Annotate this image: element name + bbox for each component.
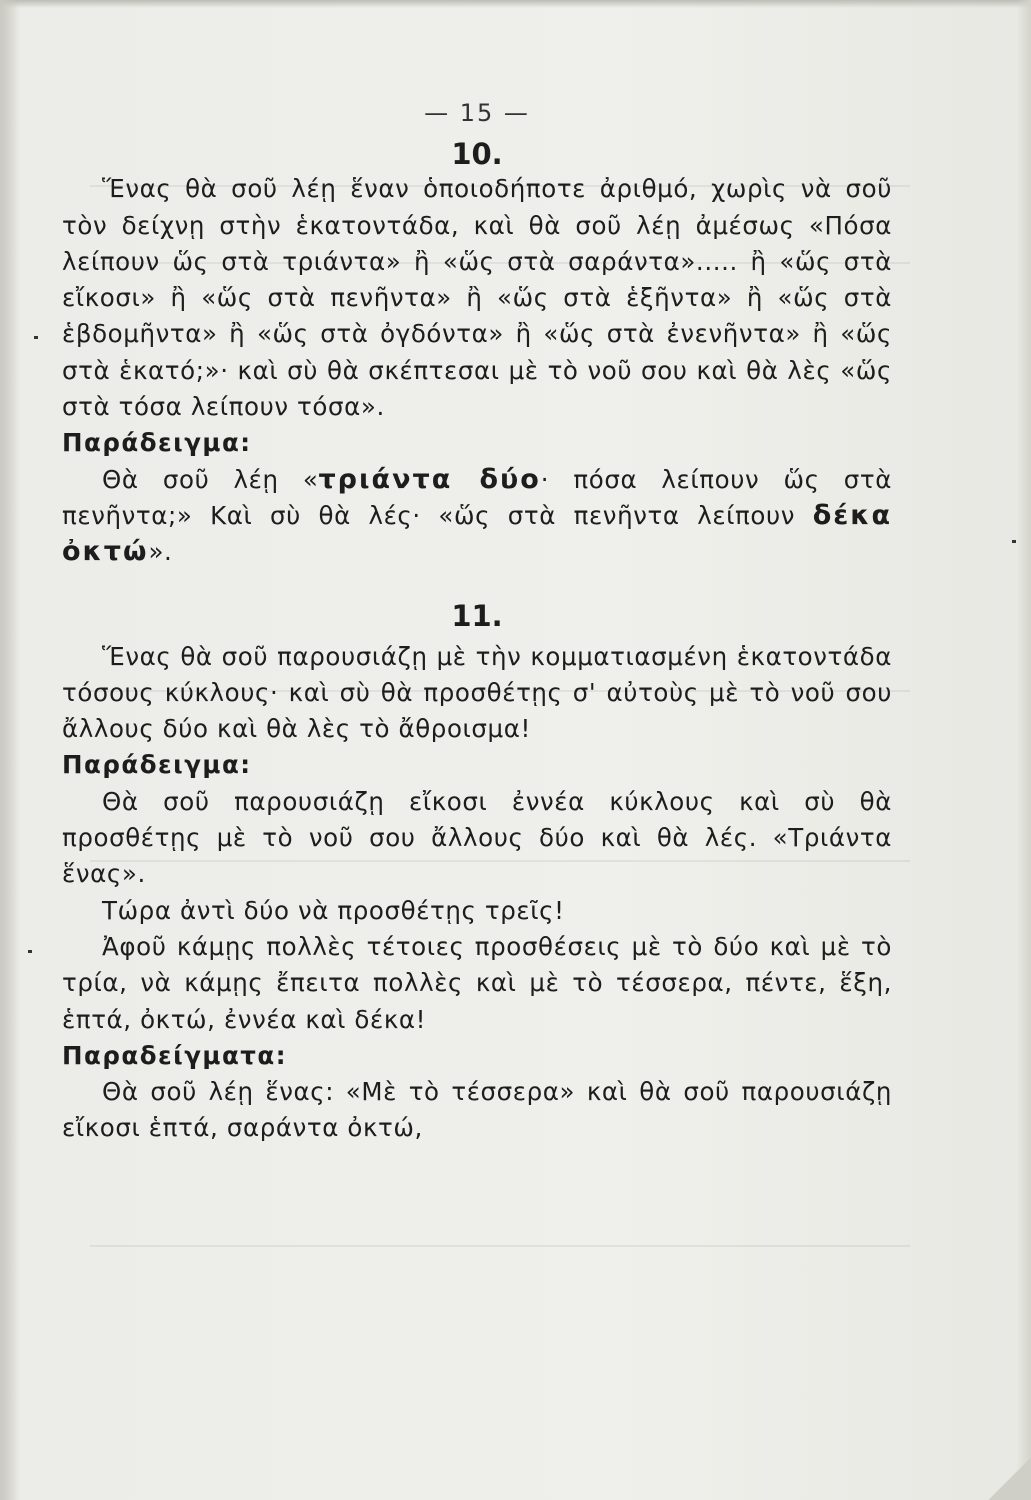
section-paragraph: Τώρα ἀντὶ δύο νὰ προσθέτῃς τρεῖς!	[102, 895, 565, 925]
ink-speck	[28, 950, 32, 953]
page-right-shadow	[1017, 0, 1031, 1500]
ink-speck	[1012, 540, 1016, 543]
page-corner-fold	[971, 1440, 1031, 1500]
example-text-part: ».	[148, 537, 173, 567]
page-content	[62, 95, 892, 1147]
example-emphasis: τριάντα δύο	[318, 463, 541, 495]
section-number: 10.	[451, 137, 503, 172]
example-text	[62, 462, 892, 571]
examples-text: Θὰ σοῦ λέῃ ἕνας: «Μὲ τὸ τέσσερα» καὶ θὰ σοῦ παρουσιάζῃ εἴκοσι ἑπτά, σαράντα ὀκτώ,	[62, 1077, 892, 1143]
page-top-edge	[0, 0, 1031, 8]
example-text: Θὰ σοῦ παρουσιάζῃ εἴκοσι ἐννέα κύκλους καὶ σὺ θὰ προσθέτῃς μὲ τὸ νοῦ σου ἄλλους δύο καὶ θὰ λές. «Τριάντα ἕνας».	[62, 786, 892, 889]
section-11	[62, 599, 892, 1147]
example-label: Παράδειγμα:	[62, 428, 252, 458]
section-number: 11.	[451, 598, 503, 633]
section-10	[62, 137, 892, 570]
examples-label: Παραδείγματα:	[62, 1040, 288, 1070]
section-body: Ἕνας θὰ σοῦ παρουσιάζῃ μὲ τὴν κομματιασμένη ἑκατοντάδα τόσους κύκλους· καὶ σὺ θὰ προσθέτῃς σ' αὐτοὺς μὲ τὸ νοῦ σου ἄλλους δύο καὶ θὰ λὲς τὸ ἄθροισμα!	[62, 641, 892, 744]
ink-speck	[34, 336, 38, 339]
example-text-part: · πόσα λείπουν ὥς στὰ πενῆντα;» Καὶ σὺ θὰ λές· «ὥς στὰ πενῆντα λείπουν	[62, 464, 893, 530]
example-label: Παράδειγμα:	[62, 750, 252, 780]
section-body: Ἕνας θὰ σοῦ λέῃ ἕναν ὁποιοδήποτε ἀριθμό, χωρὶς νὰ σοῦ τὸν δείχνῃ στὴν ἑκατοντάδα, καὶ θὰ σοῦ λέῃ ἀμέσως «Πόσα λείπουν ὥς στὰ τριάντα» ἢ «ὥς στὰ σαράντα»..... ἢ «ὥς στὰ εἴκοσι» ἢ «ὥς στὰ πενῆντα» ἢ «ὥς στὰ ἑξῆντα» ἢ «ὥς στὰ ἑβδομῆντα» ἢ «ὥς στὰ ὀγδόντα» ἢ «ὥς στὰ ἐνενῆντα» ἢ «ὥς στὰ ἑκατό;»· καὶ σὺ θὰ σκέπτεσαι μὲ τὸ νοῦ σου καὶ θὰ λὲς «ὥς στὰ τόσα λείπουν τόσα».	[62, 174, 892, 422]
example-text-part: Θὰ σοῦ λέῃ «	[102, 464, 319, 494]
page-left-shadow	[0, 0, 18, 1500]
show-through-line	[90, 1245, 910, 1247]
section-paragraph: Ἀφοῦ κάμῃς πολλὲς τέτοιες προσθέσεις μὲ τὸ δύο καὶ μὲ τὸ τρία, νὰ κάμῃς ἔπειτα πολλὲς καὶ μὲ τὸ τέσσερα, πέντε, ἕξη, ἑπτά, ὀκτώ, ἐννέα καὶ δέκα!	[62, 931, 892, 1034]
page-number: — 15 —	[424, 99, 530, 127]
example-emphasis: δέκα ὀκτώ	[62, 499, 892, 568]
